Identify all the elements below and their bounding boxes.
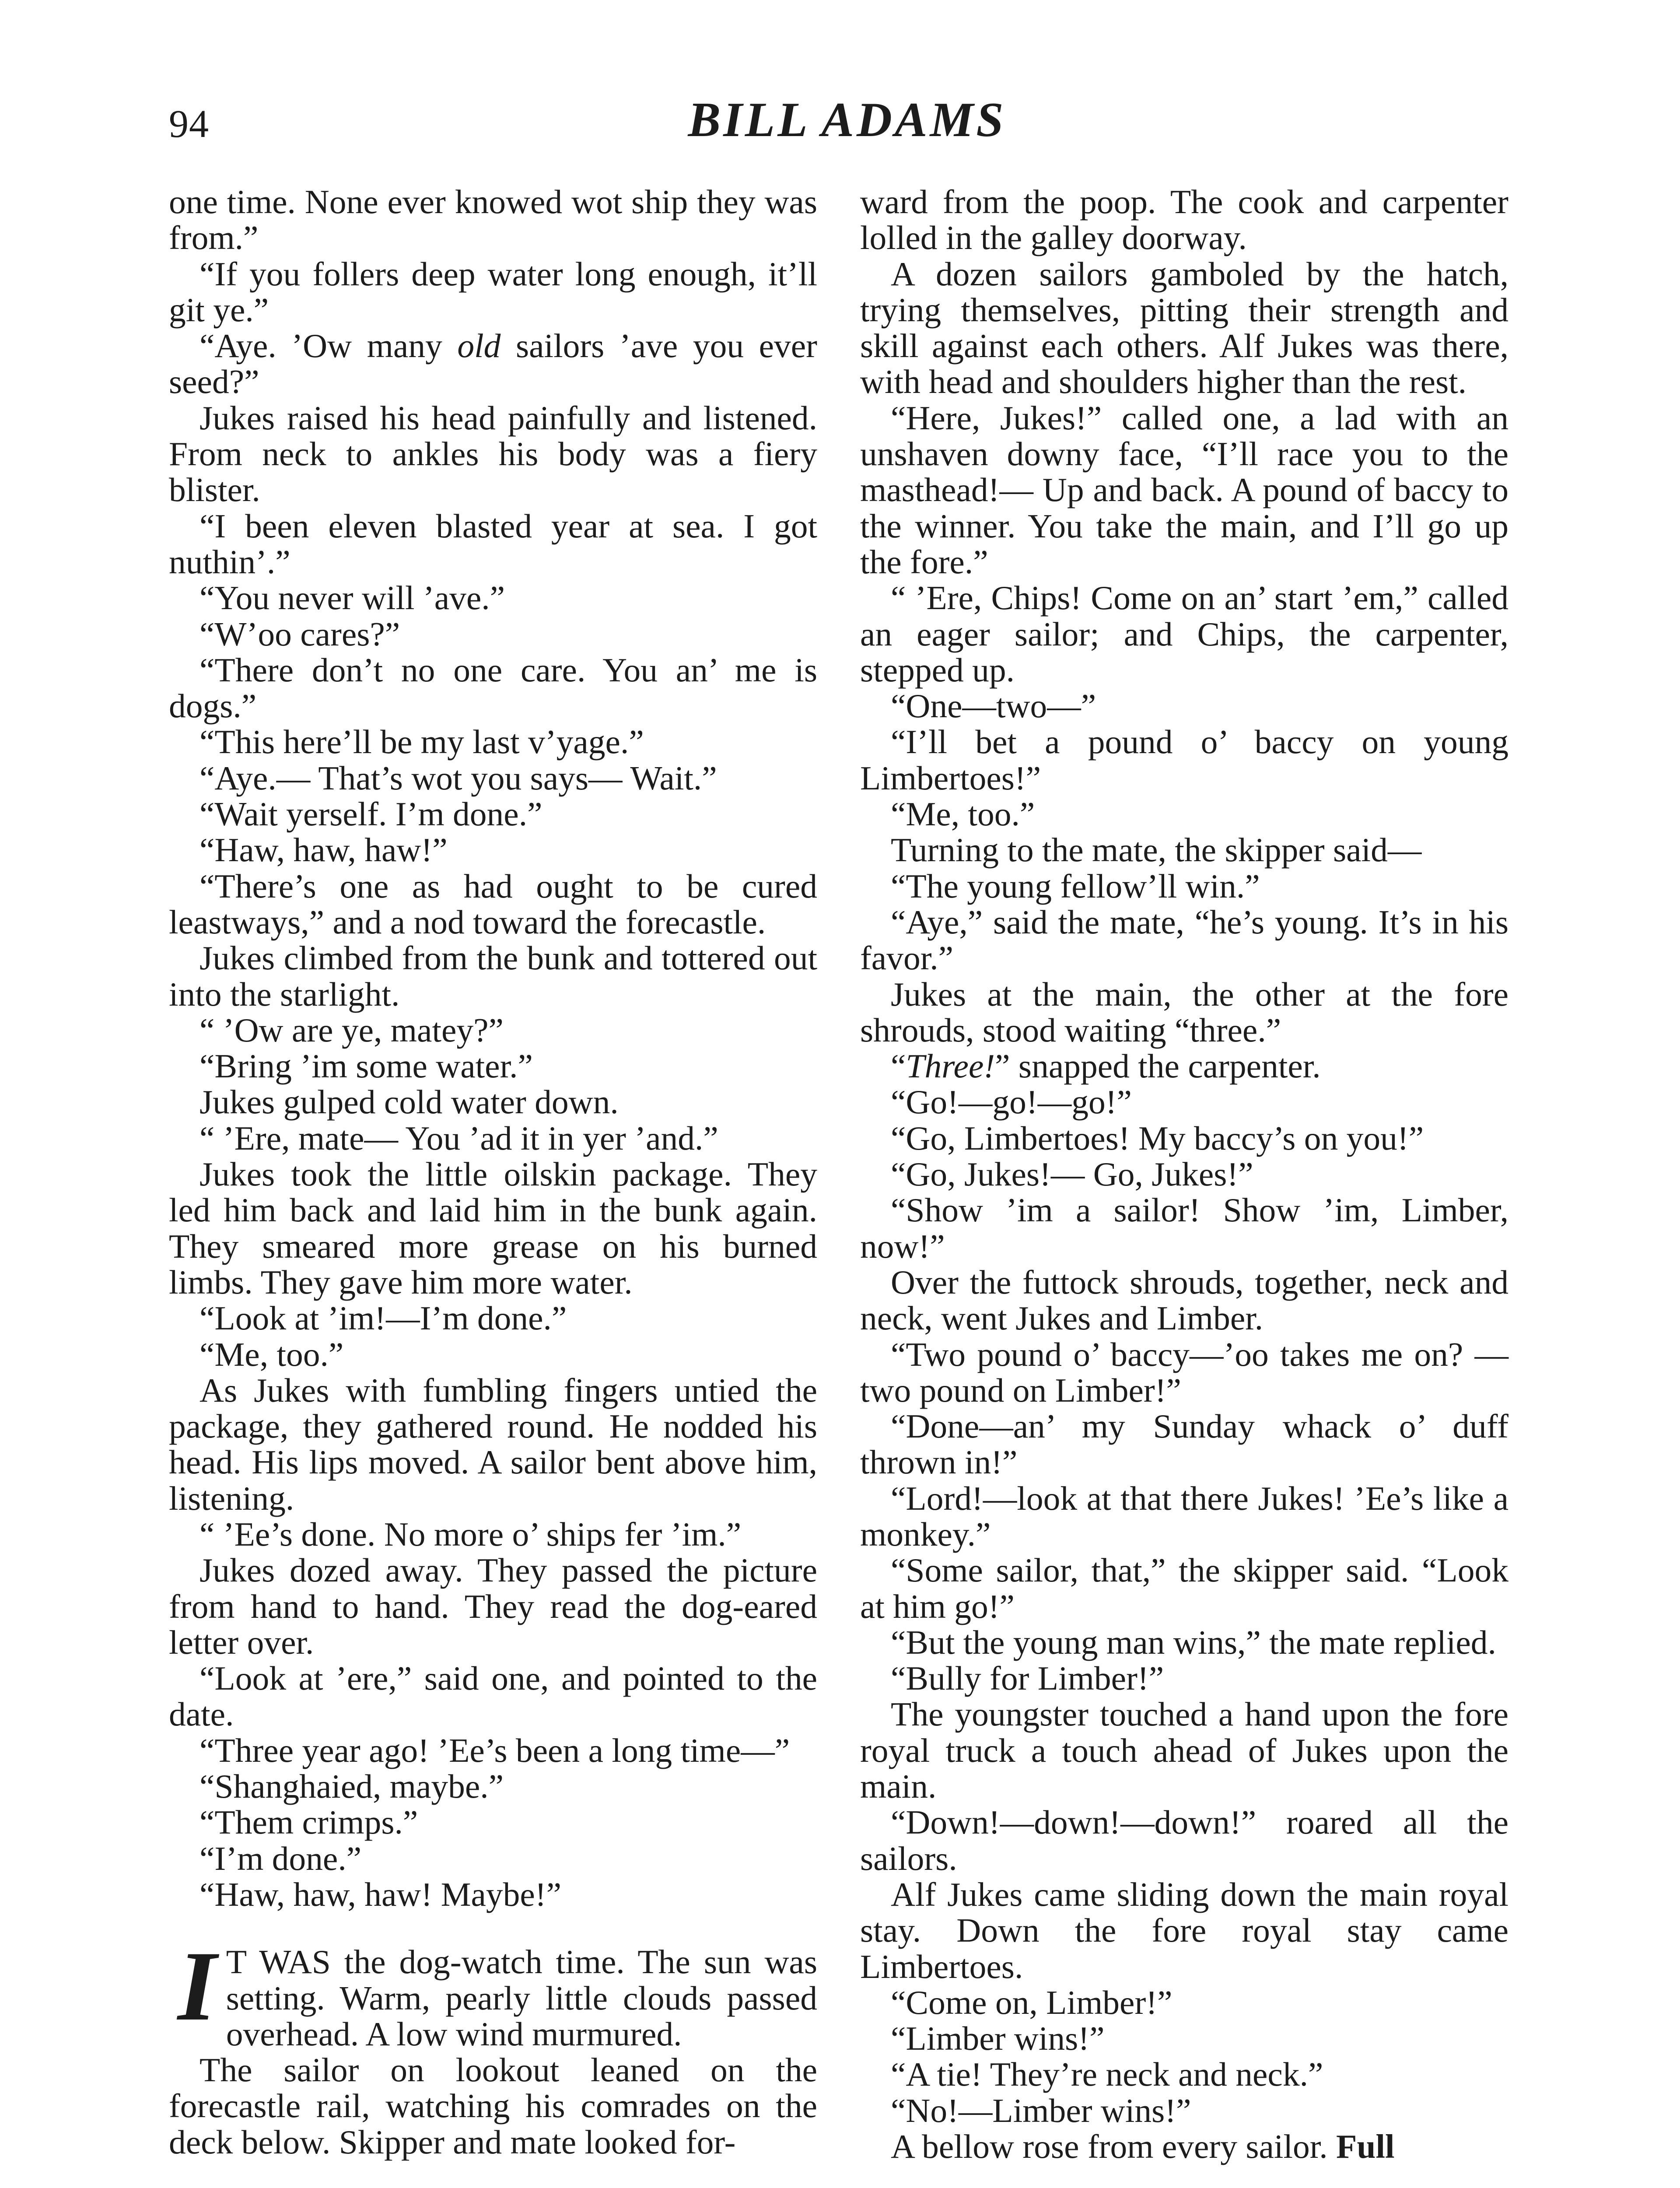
- paragraph: “Go!—go!—go!”: [891, 1083, 1132, 1121]
- paragraph: “I been eleven blasted year at sea. I got nuthin’.”: [169, 507, 817, 581]
- paragraph: Jukes gulped cold water down.: [200, 1083, 619, 1121]
- paragraph: “One—two—”: [891, 687, 1096, 725]
- paragraph: “This here’ll be my last v’yage.”: [200, 723, 644, 761]
- page-number: 94: [169, 102, 209, 146]
- paragraph: “I’m done.”: [200, 1839, 362, 1877]
- paragraph: A dozen sailors gamboled by the hatch, trying themselves, pitting their strength and skill against each others. Alf Jukes was there, with head and shoulders higher than the rest.: [860, 255, 1508, 401]
- paragraph: “Bring ’im some water.”: [200, 1047, 533, 1085]
- paragraph: “Three year ago! ’Ee’s been a long time—”: [200, 1731, 790, 1769]
- paragraph: “Show ’im a sailor! Show ’im, Limber, now!”: [860, 1191, 1508, 1265]
- paragraph: “Done—an’ my Sunday whack o’ duff thrown in!”: [860, 1407, 1508, 1481]
- paragraph: Jukes at the main, the other at the fore shrouds, stood waiting “three.”: [860, 975, 1508, 1049]
- paragraph: “ ’Ere, mate— You ’ad it in yer ’and.”: [200, 1119, 718, 1157]
- paragraph: “Lord!—look at that there Jukes! ’Ee’s like a monkey.”: [860, 1479, 1508, 1553]
- paragraph: Jukes took the little oilskin package. They led him back and laid him in the bunk again. They smeared more grease on his burned limbs. They gave him more water.: [169, 1155, 817, 1301]
- paragraph: “Two pound o’ baccy—’oo takes me on? —two pound on Limber!”: [860, 1335, 1508, 1409]
- paragraph: “Look at ’ere,” said one, and pointed to the date.: [169, 1659, 817, 1733]
- paragraph: “No!—Limber wins!”: [891, 2091, 1191, 2129]
- paragraph: “Haw, haw, haw! Maybe!”: [200, 1875, 561, 1913]
- paragraph: “Three!” snapped the carpenter.: [891, 1047, 1321, 1085]
- paragraph: Jukes dozed away. They passed the picture from hand to hand. They read the dog-eared letter over.: [169, 1551, 817, 1661]
- paragraph: “Some sailor, that,” the skipper said. “Look at him go!”: [860, 1551, 1508, 1625]
- paragraph: “Bully for Limber!”: [891, 1659, 1164, 1697]
- paragraph: “There don’t no one care. You an’ me is dogs.”: [169, 651, 817, 725]
- dropcap-paragraph: I T WAS the dog-watch time. The sun was setting. Warm, pearly little clouds passed overhead. A low wind murmured.: [178, 1931, 817, 2053]
- paragraph: The sailor on lookout leaned on the forecastle rail, watching his comrades on the deck below. Skipper and mate looked for-: [169, 2051, 817, 2161]
- paragraph: ward from the poop. The cook and carpenter lolled in the galley doorway.: [860, 183, 1508, 257]
- page-header: [169, 92, 1525, 162]
- paragraph: Jukes climbed from the bunk and tottered out into the starlight.: [169, 939, 817, 1013]
- paragraph: As Jukes with fumbling fingers untied the package, they gathered round. He nodded his head. His lips moved. A sailor bent above him, listening.: [169, 1371, 817, 1517]
- paragraph: “A tie! They’re neck and neck.”: [891, 2055, 1323, 2093]
- paragraph: “I’ll bet a pound o’ baccy on young Limbertoes!”: [860, 723, 1508, 797]
- paragraph: “You never will ’ave.”: [200, 579, 505, 617]
- paragraph: one time. None ever knowed wot ship they was from.”: [169, 183, 817, 257]
- paragraph: “If you follers deep water long enough, it’ll git ye.”: [169, 255, 817, 329]
- paragraph: “Haw, haw, haw!”: [200, 831, 448, 869]
- paragraph: “Come on, Limber!”: [891, 1983, 1172, 2021]
- paragraph: The youngster touched a hand upon the fore royal truck a touch ahead of Jukes upon the main.: [860, 1695, 1508, 1806]
- paragraph: “Look at ’im!—I’m done.”: [200, 1299, 567, 1337]
- paragraph: Alf Jukes came sliding down the main royal stay. Down the fore royal stay came Limbertoes.: [860, 1875, 1508, 1985]
- left-text-column: [169, 184, 817, 2160]
- paragraph: “Aye. ’Ow many old sailors ’ave you ever seed?”: [169, 327, 817, 401]
- paragraph: “ ’Ere, Chips! Come on an’ start ’em,” called an eager sailor; and Chips, the carpenter, stepped up.: [860, 579, 1508, 689]
- drop-cap-letter: I: [178, 1931, 217, 2042]
- section-break: [169, 1912, 817, 1944]
- paragraph: “Them crimps.”: [200, 1803, 418, 1841]
- paragraph: “The young fellow’ll win.”: [891, 867, 1260, 905]
- paragraph: “Here, Jukes!” called one, a lad with an unshaven downy face, “I’ll race you to the masthead!— Up and back. A pound of baccy to the winner. You take the main, and I’ll go up the fore.”: [860, 399, 1508, 581]
- paragraph: “There’s one as had ought to be cured leastways,” and a nod toward the forecastle.: [169, 867, 817, 941]
- paragraph: “Limber wins!”: [891, 2020, 1105, 2058]
- paragraph: A bellow rose from every sailor. Full: [891, 2128, 1395, 2166]
- paragraph: “Go, Jukes!— Go, Jukes!”: [891, 1155, 1253, 1193]
- paragraph: Over the futtock shrouds, together, neck and neck, went Jukes and Limber.: [860, 1263, 1508, 1337]
- paragraph: “Down!—down!—down!” roared all the sailors.: [860, 1803, 1508, 1877]
- paragraph: “Go, Limbertoes! My baccy’s on you!”: [891, 1119, 1424, 1157]
- paragraph: “ ’Ee’s done. No more o’ ships fer ’im.”: [200, 1515, 742, 1553]
- paragraph: Turning to the mate, the skipper said—: [891, 831, 1422, 869]
- right-text-column: [860, 184, 1508, 2164]
- paragraph: “Shanghaied, maybe.”: [200, 1767, 504, 1806]
- paragraph: “Me, too.”: [200, 1335, 344, 1373]
- paragraph: “Me, too.”: [891, 795, 1035, 833]
- paragraph: “ ’Ow are ye, matey?”: [200, 1011, 504, 1049]
- paragraph: “But the young man wins,” the mate replied.: [891, 1623, 1496, 1661]
- paragraph: “Aye.— That’s wot you says— Wait.”: [200, 759, 717, 797]
- paragraph: Jukes raised his head painfully and listened. From neck to ankles his body was a fiery blister.: [169, 399, 817, 509]
- paragraph: “W’oo cares?”: [200, 615, 400, 653]
- paragraph: “Wait yerself. I’m done.”: [200, 795, 542, 833]
- paragraph: “Aye,” said the mate, “he’s young. It’s in his favor.”: [860, 903, 1508, 977]
- running-title: BILL ADAMS: [688, 93, 1006, 147]
